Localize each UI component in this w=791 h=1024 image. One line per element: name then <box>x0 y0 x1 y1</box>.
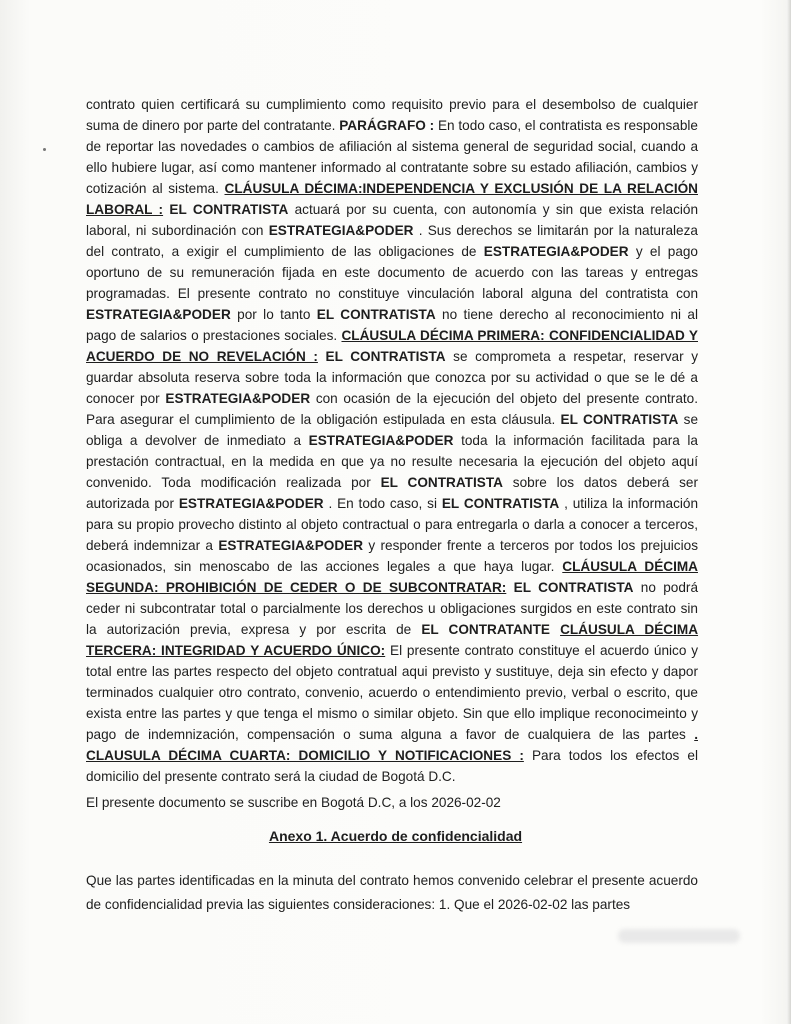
text-run: contrato quien certificará su cumplimiento como requisito previo para el desembolso de cualquier suma de dinero por parte del contratante. <box>86 97 698 133</box>
text-run: , utiliza la información para su propio provecho distinto al objeto contractual o para entregarla o darla a conocer a terceros, deberá indemnizar a <box>86 496 699 553</box>
party-name: EL CONTRATISTA <box>513 580 634 595</box>
text-run <box>506 580 513 595</box>
party-name: ESTRATEGIA&PODER <box>86 307 231 322</box>
text-run: y responder frente a terceros por todos los prejuicios ocasionados, sin menoscabo de las acciones legales a que haya lugar. <box>86 538 698 574</box>
party-name: EL CONTRATISTA <box>560 412 679 427</box>
annex-body: Que las partes identificadas en la minuta del contrato hemos convenido celebrar el presente acuerdo de confidencialidad previa las siguientes consideraciones: 1. Que el 2026-02-02 las partes <box>86 873 698 912</box>
text-run <box>318 349 326 364</box>
party-name: ESTRATEGIA&PODER <box>165 391 311 406</box>
party-name: EL CONTRATISTA <box>169 202 289 217</box>
text-run: El presente contrato constituye el acuerdo único y total entre las partes respecto del objeto contratual aqui previsto y sustituye, deja sin efecto y dapor terminados cualquier otro contrato, convenio, acuerdo o entendimiento previo, verbal o escrito, que exista entre las partes y que tenga el mismo o similar objeto. Sin que ello implique reconocimeinto y pago de indemnización, compensación o suma alguna a favor de cualquiera de las partes <box>86 643 698 742</box>
text-run: sobre los datos deberá ser autorizada por <box>86 475 699 511</box>
scan-speck <box>43 148 46 151</box>
text-run: . En todo caso, si <box>323 496 442 511</box>
text-run: actuará por su cuenta, con autonomía y sin que exista relación laboral, ni subordinación con <box>86 202 699 238</box>
text-run <box>550 622 560 637</box>
clause-heading-decima-tercera: CLÁUSULA DÉCIMA TERCERA: INTEGRIDAD Y ACUERDO ÚNICO: <box>86 622 699 658</box>
clause-heading-decima-primera: CLÁUSULA DÉCIMA PRIMERA: CONFIDENCIALIDAD Y ACUERDO DE NO REVELACIÓN : <box>86 328 698 364</box>
text-run: por lo tanto <box>230 307 317 322</box>
party-name: EL CONTRATISTA <box>441 496 560 511</box>
redacted-blur <box>618 929 740 943</box>
text-run: no tiene derecho al reconocimiento ni al pago de salarios o prestaciones sociales. <box>86 307 698 343</box>
party-name: EL CONTRATISTA <box>380 475 503 490</box>
contract-clauses-paragraph <box>86 94 698 787</box>
party-name: ESTRATEGIA&PODER <box>218 538 364 553</box>
text-run: toda la información facilitada para la prestación contractual, en la medida en que ya no resulte necesaria la ejecución del objeto aquí convenido. Toda modificación realizada por <box>86 433 698 490</box>
clause-heading-decima: CLÁUSULA DÉCIMA:INDEPENDENCIA Y EXCLUSIÓN DE LA RELACIÓN LABORAL : <box>86 181 698 217</box>
paragrafo-label: PARÁGRAFO : <box>339 118 435 133</box>
party-name: EL CONTRATANTE <box>421 622 550 637</box>
signing-line: El presente documento se suscribe en Bogotá D.C, a los 2026-02-02 <box>86 795 501 810</box>
text-run: se obliga a devolver de inmediato a <box>86 412 699 448</box>
text-run: Para todos los efectos el domicilio del presente contrato será la ciudad de Bogotá D.C. <box>86 748 698 784</box>
page-edge-shadow <box>787 0 791 1024</box>
party-name: ESTRATEGIA&PODER <box>178 496 324 511</box>
text-run: . Sus derechos se limitarán por la naturaleza del contrato, a exigir el cumplimiento de las obligaciones de <box>86 223 698 259</box>
party-name: ESTRATEGIA&PODER <box>308 433 454 448</box>
text-run: no podrá ceder ni subcontratar total o parcialmente los derechos u obligaciones surgidos en este contrato sin la autorización previa, expresa y por escrita de <box>86 580 699 637</box>
clause-heading-decima-cuarta: . CLAUSULA DÉCIMA CUARTA: DOMICILIO Y NOTIFICACIONES : <box>86 727 698 763</box>
annex-title: Anexo 1. Acuerdo de confidencialidad <box>268 828 523 844</box>
text-run: En todo caso, el contratista es responsable de reportar las novedades o cambios de afiliación al sistema general de seguridad social, cuando a ello hubiere lugar, así como mantener informado al contratante sobre su estado afiliación, cambios y cotización al sistema. <box>86 118 698 196</box>
party-name: EL CONTRATISTA <box>325 349 446 364</box>
text-run: con ocasión de la ejecución del objeto del presente contrato. Para asegurar el cumplimiento de la obligación estipulada en esta cláusula. <box>86 391 698 427</box>
party-name: EL CONTRATISTA <box>316 307 436 322</box>
party-name: ESTRATEGIA&PODER <box>268 223 414 238</box>
text-run: se comprometa a respetar, reservar y guardar absoluta reserva sobre toda la información que conozca por su actividad o que se le dé a conocer por <box>86 349 699 406</box>
text-run: y el pago oportuno de su remuneración fijada en este documento de acuerdo con las tareas y entregas programadas. El presente contrato no constituye vinculación laboral alguna del contratista con <box>86 244 698 301</box>
party-name: ESTRATEGIA&PODER <box>483 244 629 259</box>
clause-heading-decima-segunda: CLÁUSULA DÉCIMA SEGUNDA: PROHIBICIÓN DE CEDER O DE SUBCONTRATAR: <box>86 559 698 595</box>
